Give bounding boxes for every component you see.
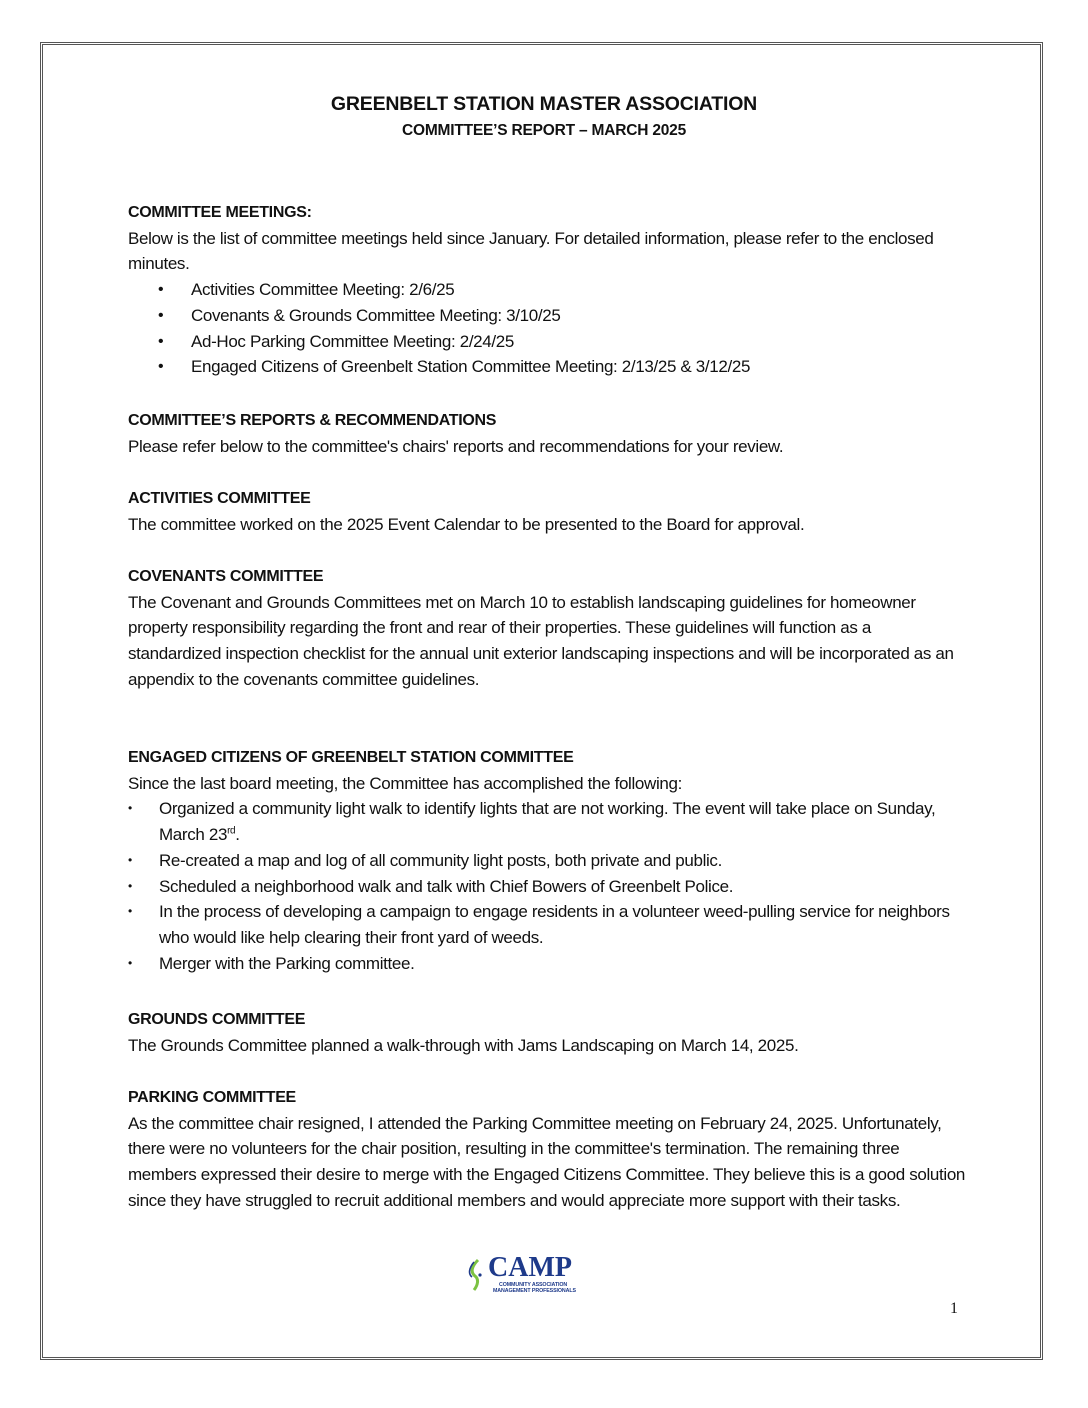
section-body: The Covenant and Grounds Committees met on March 10 to establish landscaping guidelines for homeowner property responsibility regarding the front and rear of their properties. These guidelines will function as a standardized inspection checklist for the annual unit exterior landscaping inspections and will be incorporated as an appendix to the covenants committee guidelines. [128,592,954,689]
list-item: • In the process of developing a campaign to engage residents in a volunteer weed-pulling service for neighbors who would like help clearing their front yard of weeds. [128,899,968,950]
reports-section [128,408,968,459]
grounds-section [128,1007,968,1058]
camp-logo [466,1252,592,1298]
list-item: • Activities Committee Meeting: 2/6/25 [128,277,968,303]
section-intro: Below is the list of committee meetings held since January. For detailed information, please refer to the enclosed minutes. [128,228,934,274]
committee-meetings-section [128,200,968,380]
list-item: • Merger with the Parking committee. [128,951,968,977]
list-item: • Re-created a map and log of all community light posts, both private and public. [128,848,968,874]
camp-wordmark: CAMP [488,1252,572,1283]
section-body: As the committee chair resigned, I attended the Parking Committee meeting on February 24, 2025. Unfortunately, there were no volunteers for the chair position, resulting in the committee's termination. The remaining three members expressed their desire to merge with the Engaged Citizens Committee. They believe this is a good solution since they have struggled to recruit additional members and would appreciate more support with their tasks. [128,1113,966,1210]
list-item: • Engaged Citizens of Greenbelt Station Committee Meeting: 2/13/25 & 3/12/25 [128,354,968,380]
section-body: The Grounds Committee planned a walk-through with Jams Landscaping on March 14, 2025. [128,1035,799,1055]
camp-tagline-2: MANAGEMENT PROFESSIONALS [493,1288,576,1294]
activities-section [128,486,968,537]
list-item: • Scheduled a neighborhood walk and talk with Chief Bowers of Greenbelt Police. [128,874,968,900]
section-heading: PARKING COMMITTEE [128,1089,296,1106]
section-heading: GROUNDS COMMITTEE [128,1011,306,1028]
document-subtitle: COMMITTEE’S REPORT – MARCH 2025 [401,122,687,139]
list-item: • Organized a community light walk to identify lights that are not working. The event will take place on Sunday, March 23rd. [128,796,968,847]
document-title: GREENBELT STATION MASTER ASSOCIATION [330,93,758,115]
camp-swoosh-icon [466,1258,488,1292]
section-heading: ENGAGED CITIZENS OF GREENBELT STATION COMMITTEE [128,749,574,766]
section-body: The committee worked on the 2025 Event Calendar to be presented to the Board for approval. [128,514,805,534]
section-heading: COMMITTEE MEETINGS: [128,204,312,221]
page-number: 1 [950,1300,958,1317]
section-heading: ACTIVITIES COMMITTEE [128,490,311,507]
camp-tagline-1: COMMUNITY ASSOCIATION [499,1282,568,1288]
section-intro: Since the last board meeting, the Committee has accomplished the following: [128,773,682,793]
engaged-citizens-section [128,745,968,976]
covenants-section [128,564,968,693]
section-heading: COMMITTEE’S REPORTS & RECOMMENDATIONS [128,412,497,429]
section-heading: COVENANTS COMMITTEE [128,568,324,585]
parking-section [128,1085,968,1214]
list-item: • Ad-Hoc Parking Committee Meeting: 2/24/25 [128,329,968,355]
meetings-list [128,277,968,380]
section-body: Please refer below to the committee's chairs' reports and recommendations for your review. [128,436,784,456]
accomplishments-list [128,796,968,976]
list-item: • Covenants & Grounds Committee Meeting: 3/10/25 [128,303,968,329]
